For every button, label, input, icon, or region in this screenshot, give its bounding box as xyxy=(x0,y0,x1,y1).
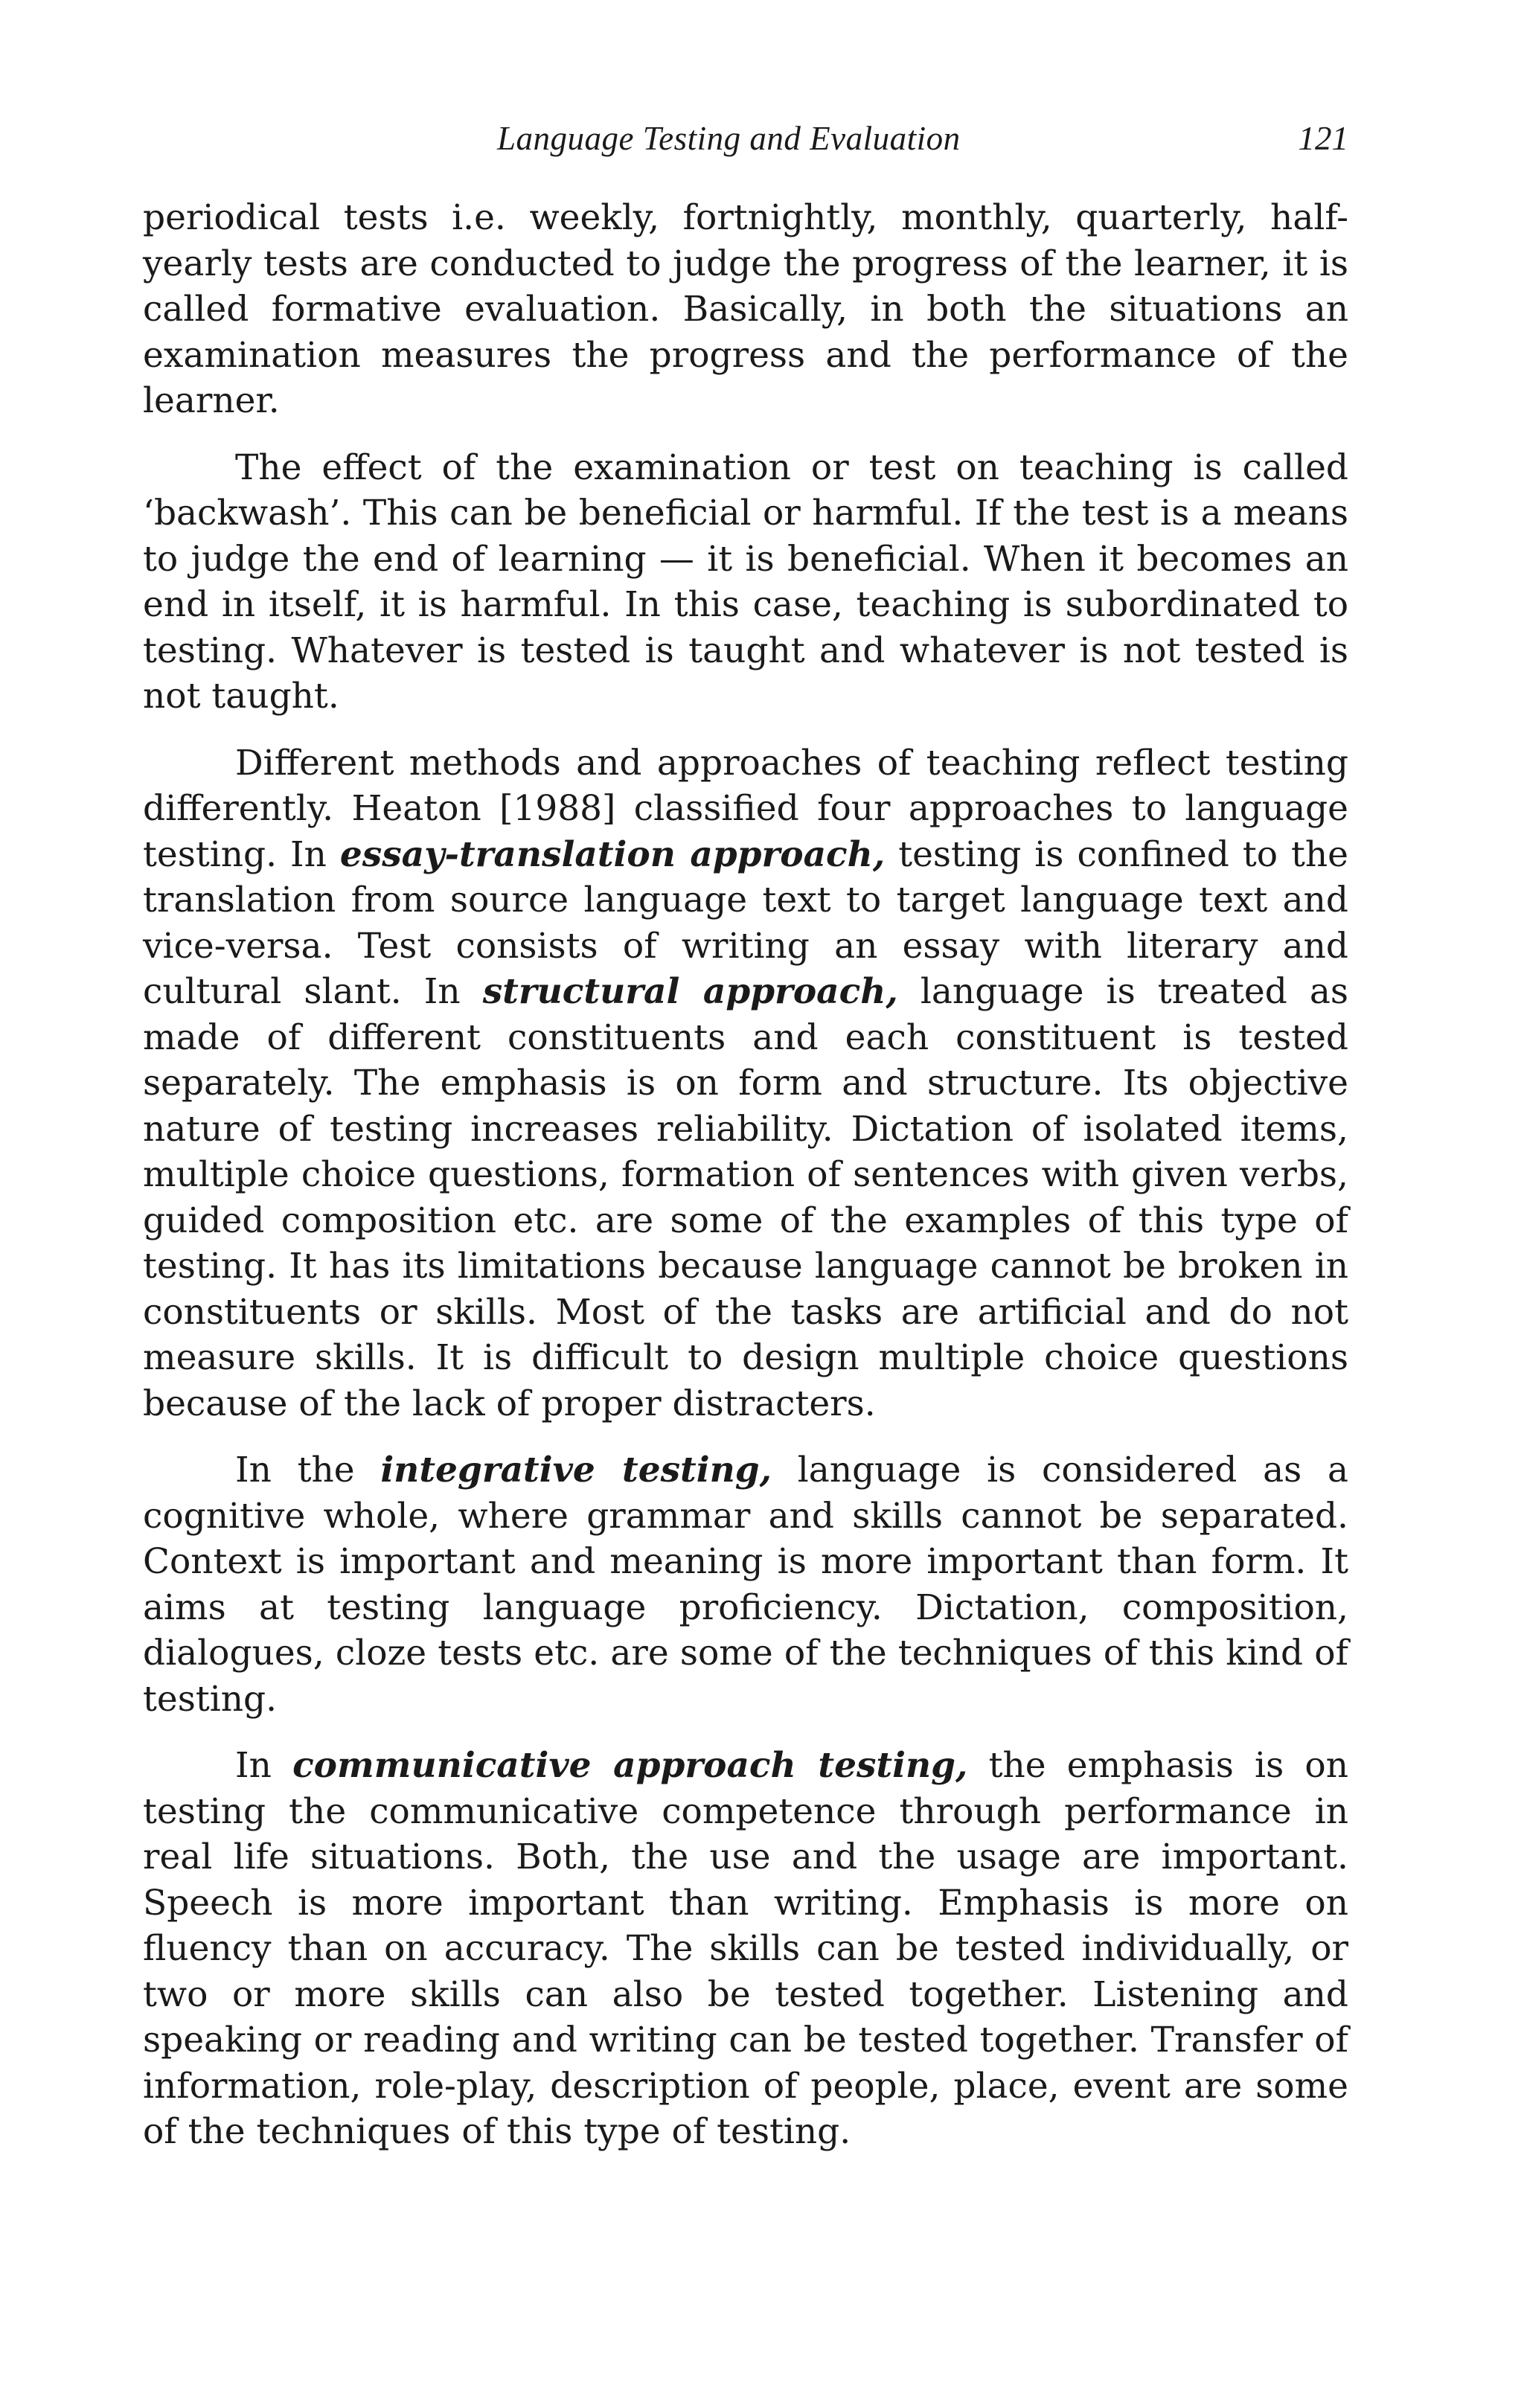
paragraph-text: language is considered as a cognitive whole, where grammar and skills cannot be separated. Context is important and meaning is more important than form. It aims at testing language proficiency. Dictation, composition, dialogues, cloze tests etc. are some of the techniques of this kind of testing. xyxy=(143,1450,1348,1720)
paragraph-text: In the xyxy=(235,1450,381,1490)
paragraph-text: periodical tests i.e. weekly, fortnightly, monthly, quarterly, half-yearly tests are conducted to judge the progress of the learner, it is called formative evaluation. Basically, in both the situations an examination measures the progress and the performance of the learner. xyxy=(143,197,1348,421)
term-communicative-approach-testing: communicative approach testing, xyxy=(292,1745,968,1786)
paragraph-formative-evaluation xyxy=(143,195,1348,424)
paragraph-text: The effect of the examination or test on teaching is called ‘backwash’. This can be beneficial or harmful. If the test is a means to judge the end of learning — it is beneficial. When it becomes an end in itself, it is harmful. In this case, teaching is subordinated to testing. Whatever is tested is taught and whatever is not tested is not taught. xyxy=(143,446,1348,717)
paragraph-text: Different methods and approaches of teaching reflect testing differently. Heaton [1988] classified four approaches to language testing. In xyxy=(143,742,1348,875)
paragraph-integrative-testing xyxy=(143,1447,1348,1722)
running-header-title: Language Testing and Evaluation xyxy=(497,120,961,157)
page-number: 121 xyxy=(1298,120,1348,157)
paragraph-backwash xyxy=(143,445,1348,720)
term-integrative-testing: integrative testing, xyxy=(380,1450,772,1490)
running-header xyxy=(143,119,1348,171)
body-text xyxy=(143,195,1348,2155)
term-structural-approach: structural approach, xyxy=(482,971,898,1012)
term-essay-translation-approach: essay-translation approach, xyxy=(339,833,886,875)
paragraph-text: testing is confined to the translation from source language text to target language text and vice-versa. Test consists of writing an essay with literary and cultural slant. In xyxy=(143,833,1348,1012)
paragraph-testing-approaches xyxy=(143,740,1348,1427)
paragraph-text: In xyxy=(235,1745,293,1786)
paragraph-text: language is treated as made of different constituents and each constituent is tested separately. The emphasis is on form and structure. Its objective nature of testing increases reliability. Dictation of isolated items, multiple choice questions, formation of sentences with given verbs, guided composition etc. are some of the examples of this type of testing. It has its limitations because language cannot be broken in constituents or skills. Most of the tasks are artificial and do not measure skills. It is difficult to design multiple choice questions because of the lack of proper distracters. xyxy=(143,971,1349,1424)
paragraph-text: the emphasis is on testing the communicative competence through performance in real life situations. Both, the use and the usage are important. Speech is more important than writing. Emphasis is more on fluency than on accuracy. The skills can be tested individually, or two or more skills can also be tested together. Listening and speaking or reading and writing can be tested together. Transfer of information, role-play, description of people, place, event are some of the techniques of this type of testing. xyxy=(143,1745,1348,2152)
paragraph-communicative-testing xyxy=(143,1743,1348,2155)
